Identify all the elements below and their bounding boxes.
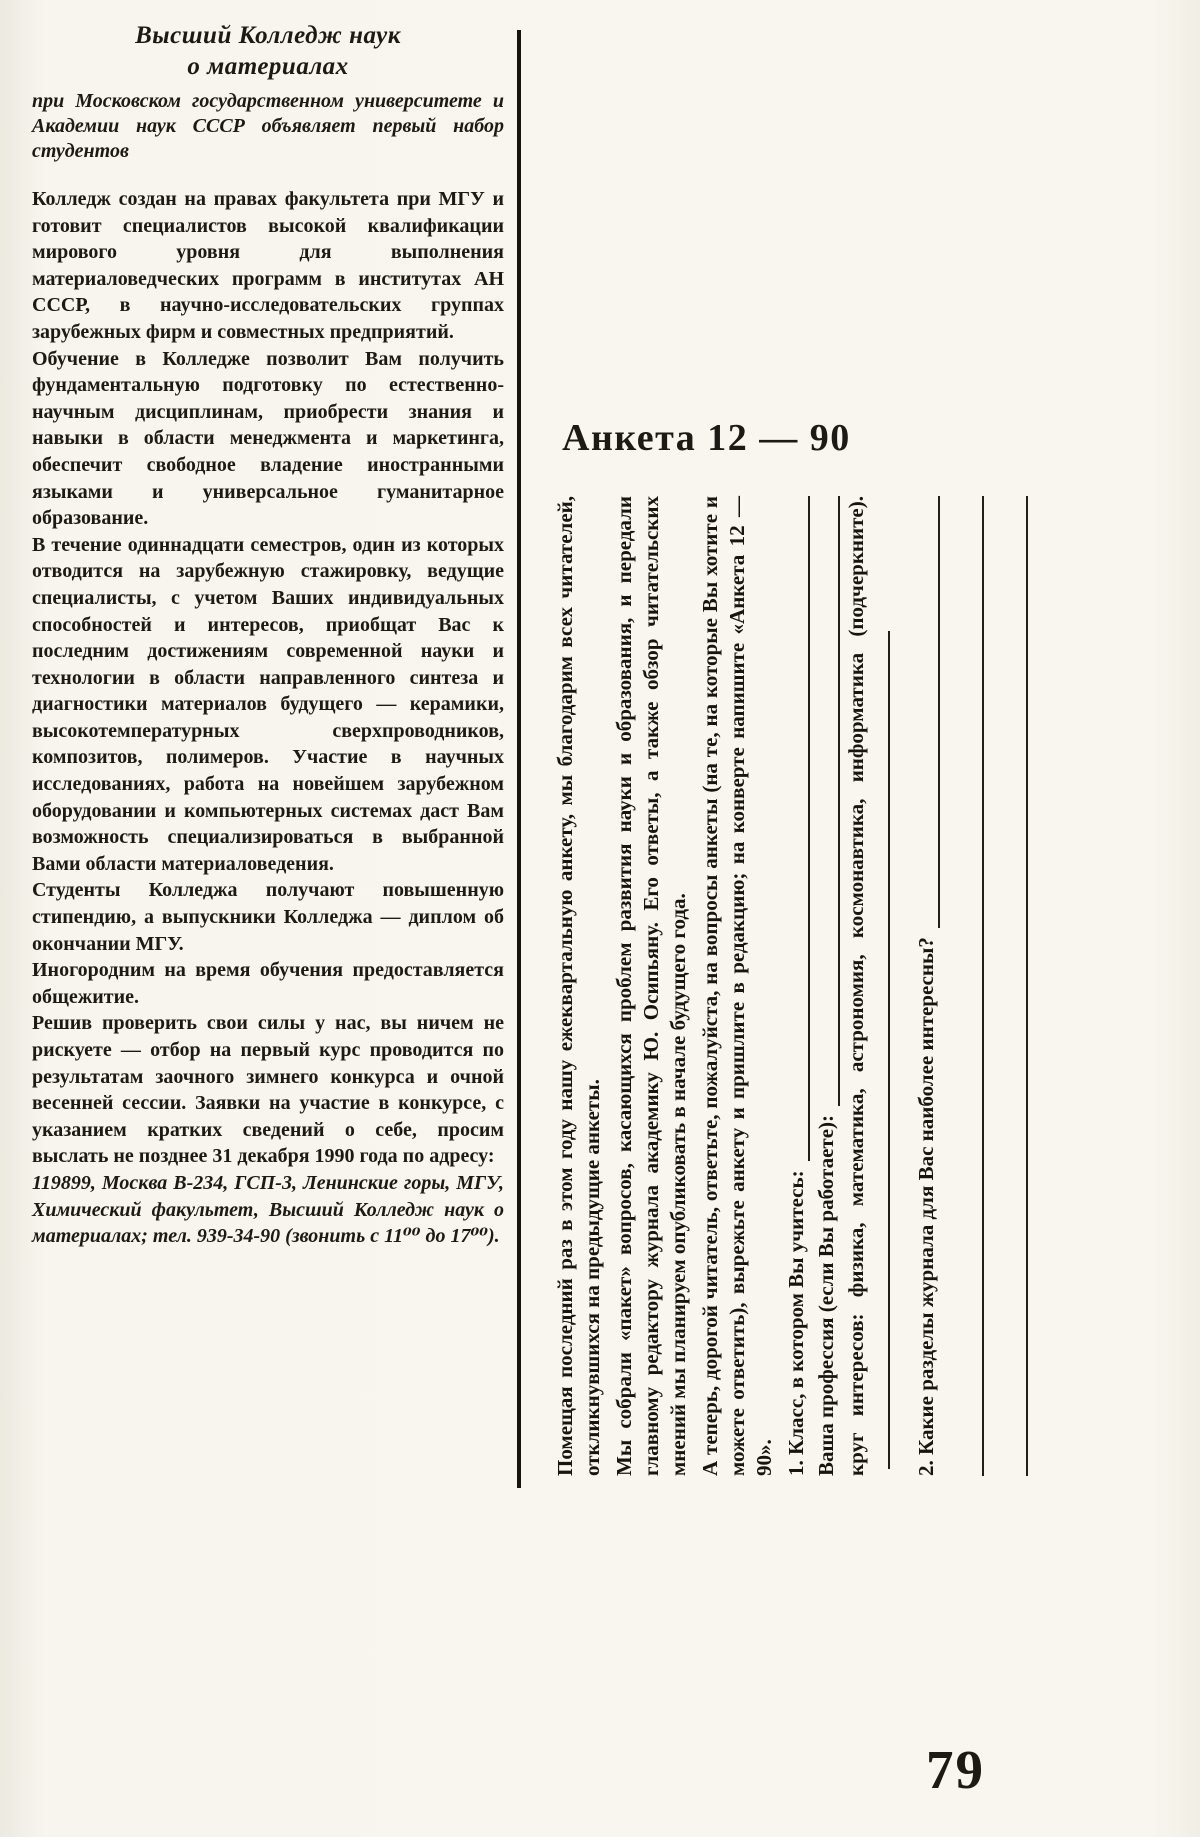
question-2-answer-blank xyxy=(920,496,940,928)
extra-answer-blank-line xyxy=(984,496,1028,1476)
paragraph-lead-word: Иногородним xyxy=(32,959,165,982)
column-divider-rule xyxy=(517,30,521,1488)
anketa-intro-paragraph: Помещая последний раз в этом году нашу ежеквартальную анкету, мы благодарим всех читателей, откликнувшихся на предыдущие анкеты. xyxy=(553,496,604,1476)
paragraph-lead-word: Колледж xyxy=(32,188,119,210)
article-paragraph: Решив проверить свои силы у нас, вы ничем не рискуете — отбор на первый курс проводится по результатам заочного зимнего конкурса и очной весенней сессии. Заявки на участие в конкурсе, с указанием кратких сведений о себе, просим выслать не позднее 31 декабря 1990 года по адресу: xyxy=(32,1012,504,1168)
article-title-line1: Высший Колледж наук xyxy=(135,22,401,49)
article-body xyxy=(32,186,504,1250)
article-title-line2: о материалах xyxy=(187,53,349,80)
interests-label: круг интересов: физика, математика, астрономия, космонавтика, информатика (подчеркните). xyxy=(844,496,868,1476)
question-1-label: 1. Класс, в котором Вы учитесь: xyxy=(784,1170,808,1476)
left-column-article xyxy=(32,20,504,1250)
interests-answer-blank xyxy=(876,631,890,1469)
profession-answer-blank xyxy=(820,496,840,1106)
article-paragraph: Студенты Колледжа получают повышенную стипендию, а выпускники Колледжа — диплом об окончании МГУ. xyxy=(32,879,504,955)
article-title xyxy=(32,20,504,82)
interests-row xyxy=(843,496,897,1476)
article-paragraph: Колледж создан на правах факультета при МГУ и готовит специалистов высокой квалификации мирового уровня для выполнения материаловедческих программ в институтах АН СССР, в научно-исследовательских группах зарубежных фирм и совместных предприятий. xyxy=(32,188,504,343)
paragraph-lead-word: Решив xyxy=(32,1012,103,1035)
anketa-intro-paragraph: Мы собрали «пакет» вопросов, касающихся проблем развития науки и образования, и передали главному редактору журнала академику Ю. Осипьяну. Его ответы, а также обзор читательских мнений мы планируем опубликовать в начале будущего года. xyxy=(612,496,690,1476)
anketa-intro-paragraph: А теперь, дорогой читатель, ответьте, пожалуйста, на вопросы анкеты (на те, на которые Вы хотите и можете ответить), вырежьте анкету и пришлите в редакцию; на конверте напишите «Анкета 12 — 90». xyxy=(698,496,776,1476)
anketa-heading: Анкета 12 — 90 xyxy=(562,417,851,459)
question-2-row xyxy=(913,496,940,1476)
questionnaire-rotated-block xyxy=(552,496,1042,1476)
profession-row xyxy=(813,496,840,1476)
article-paragraph: Обучение в Колледже позволит Вам получить фундаментальную подготовку по естественно-научным дисциплинам, приобрести знания и навыки в области менеджмента и маркетинга, обеспечит свободное владение иностранными языками и универсальное гуманитарное образование. xyxy=(32,347,504,530)
paragraph-lead-word: Обучение xyxy=(32,347,136,370)
article-subtitle: при Московском государственном университете и Академии наук СССР объявляет первый набор студентов xyxy=(32,90,504,162)
paragraph-lead-word: Студенты xyxy=(32,879,149,902)
question-2-label: 2. Какие разделы журнала для Вас наиболее интересны? xyxy=(914,937,938,1476)
page-number: 79 xyxy=(926,1739,985,1800)
question-1-answer-blank xyxy=(790,496,810,1161)
article-paragraph: В течение одиннадцати семестров, один из которых отводится на зарубежную стажировку, ведущие специалисты, с учетом Ваших индивидуальных способностей и интересов, приобщат Вас к последним достижениям современной науки и технологии в области направленного синтеза и диагностики материалов будущего — керамики, высокотемпературных сверхпроводников, композитов, полимеров. Участие в научных исследованиях, работа на новейшем зарубежном оборудовании и компьютерных системах даст Вам возможность специализироваться в выбранной Вами области материаловедения. xyxy=(32,533,504,875)
article-paragraph: 119899, Москва В-234, ГСП-3, Ленинские горы, МГУ, Химический факультет, Высший Колледж наук о материалах; тел. 939-34-90 (звонить с 11⁰⁰ до 17⁰⁰). xyxy=(32,1171,504,1248)
question-1-row xyxy=(783,496,810,1476)
profession-label: Ваша профессия (если Вы работаете): xyxy=(814,1114,838,1476)
article-paragraph: Иногородним на время обучения предоставляется общежитие. xyxy=(32,959,504,1008)
extra-answer-blank-line xyxy=(940,496,984,1476)
paragraph-lead-word: В течение xyxy=(32,533,128,556)
